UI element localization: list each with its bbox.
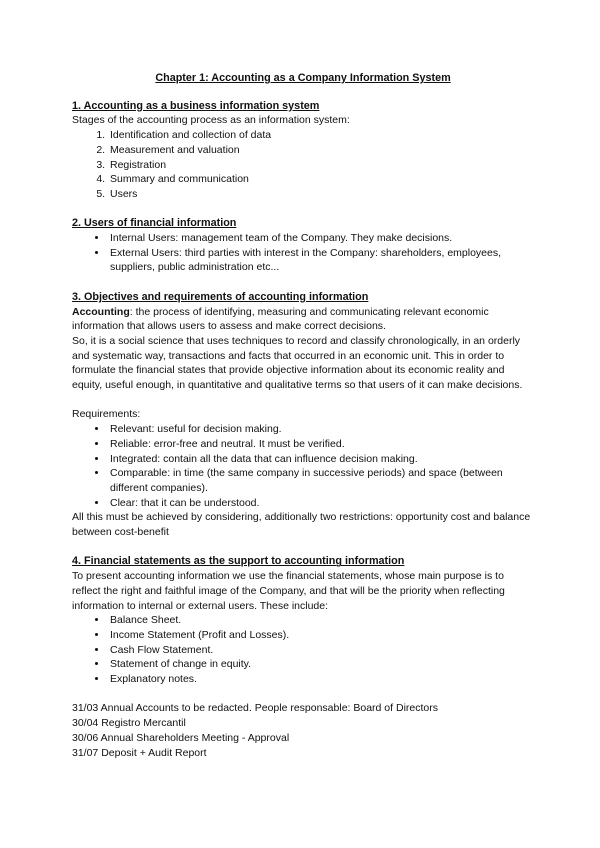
section-3-paragraph: So, it is a social science that uses techniques to record and classify chronologically, in an orderly and systematic way, transactions and facts that occurred in an economic unit. This in order to formulate the financial states that provide objective information about its economic reality and equity, useful enough, in quantitative and qualitative terms so that users of it can make decisions. xyxy=(72,334,523,392)
document-title: Chapter 1: Accounting as a Company Information System xyxy=(155,72,451,84)
document-page xyxy=(72,71,534,760)
accounting-definition xyxy=(72,305,534,334)
requirements-list xyxy=(72,422,534,510)
list-item: • Comparable: in time (the same company in successive periods) and space (between different companies). xyxy=(108,466,534,495)
date-line: 30/04 Registro Mercantil xyxy=(72,717,186,730)
section-1-heading: 1. Accounting as a business information system xyxy=(72,99,320,112)
list-item: 1. Identification and collection of data xyxy=(108,128,534,143)
list-item: • Integrated: contain all the data that can influence decision making. xyxy=(108,452,534,467)
list-item: 4. Summary and communication xyxy=(108,172,534,187)
section-2-heading: 2. Users of financial information xyxy=(72,217,237,230)
definition-term: Accounting xyxy=(72,305,130,318)
list-item: • Statement of change in equity. xyxy=(108,657,534,672)
date-line: 31/07 Deposit + Audit Report xyxy=(72,746,207,759)
date-line: 31/03 Annual Accounts to be redacted. People responsable: Board of Directors xyxy=(72,702,438,715)
list-item: 3. Registration xyxy=(108,158,534,173)
section-4-heading: 4. Financial statements as the support to accounting information xyxy=(72,555,405,568)
definition-text: : the process of identifying, measuring and communicating relevant economic information that allows users to assess and make correct decisions. xyxy=(72,305,489,333)
statements-list xyxy=(72,613,534,687)
date-line: 30/06 Annual Shareholders Meeting - Approval xyxy=(72,731,290,744)
list-item: 2. Measurement and valuation xyxy=(108,143,534,158)
list-item: • Income Statement (Profit and Losses). xyxy=(108,628,534,643)
list-item: • Reliable: error-free and neutral. It must be verified. xyxy=(108,437,534,452)
list-item: 5. Users xyxy=(108,187,534,202)
section-3-closing: All this must be achieved by considering, additionally two restrictions: opportunity cost and balance between cost-benefit xyxy=(72,511,531,539)
list-item: • Cash Flow Statement. xyxy=(108,643,534,658)
list-item: • External Users: third parties with interest in the Company: shareholders, employees, suppliers, public administration etc... xyxy=(108,246,534,275)
list-item: • Clear: that it can be understood. xyxy=(108,496,534,511)
list-item: • Internal Users: management team of the Company. They make decisions. xyxy=(108,231,534,246)
section-4-paragraph: To present accounting information we use the financial statements, whose main purpose is to reflect the right and faithful image of the Company, and that will be the priority when reflecting information to internal or external users. These include: xyxy=(72,570,505,612)
section-1-intro: Stages of the accounting process as an information system: xyxy=(72,114,350,127)
stages-list xyxy=(72,128,534,202)
list-item: • Relevant: useful for decision making. xyxy=(108,422,534,437)
section-3-heading: 3. Objectives and requirements of accounting information xyxy=(72,290,369,303)
list-item: • Explanatory notes. xyxy=(108,672,534,687)
requirements-label: Requirements: xyxy=(72,408,141,421)
users-list xyxy=(72,231,534,275)
list-item: • Balance Sheet. xyxy=(108,613,534,628)
